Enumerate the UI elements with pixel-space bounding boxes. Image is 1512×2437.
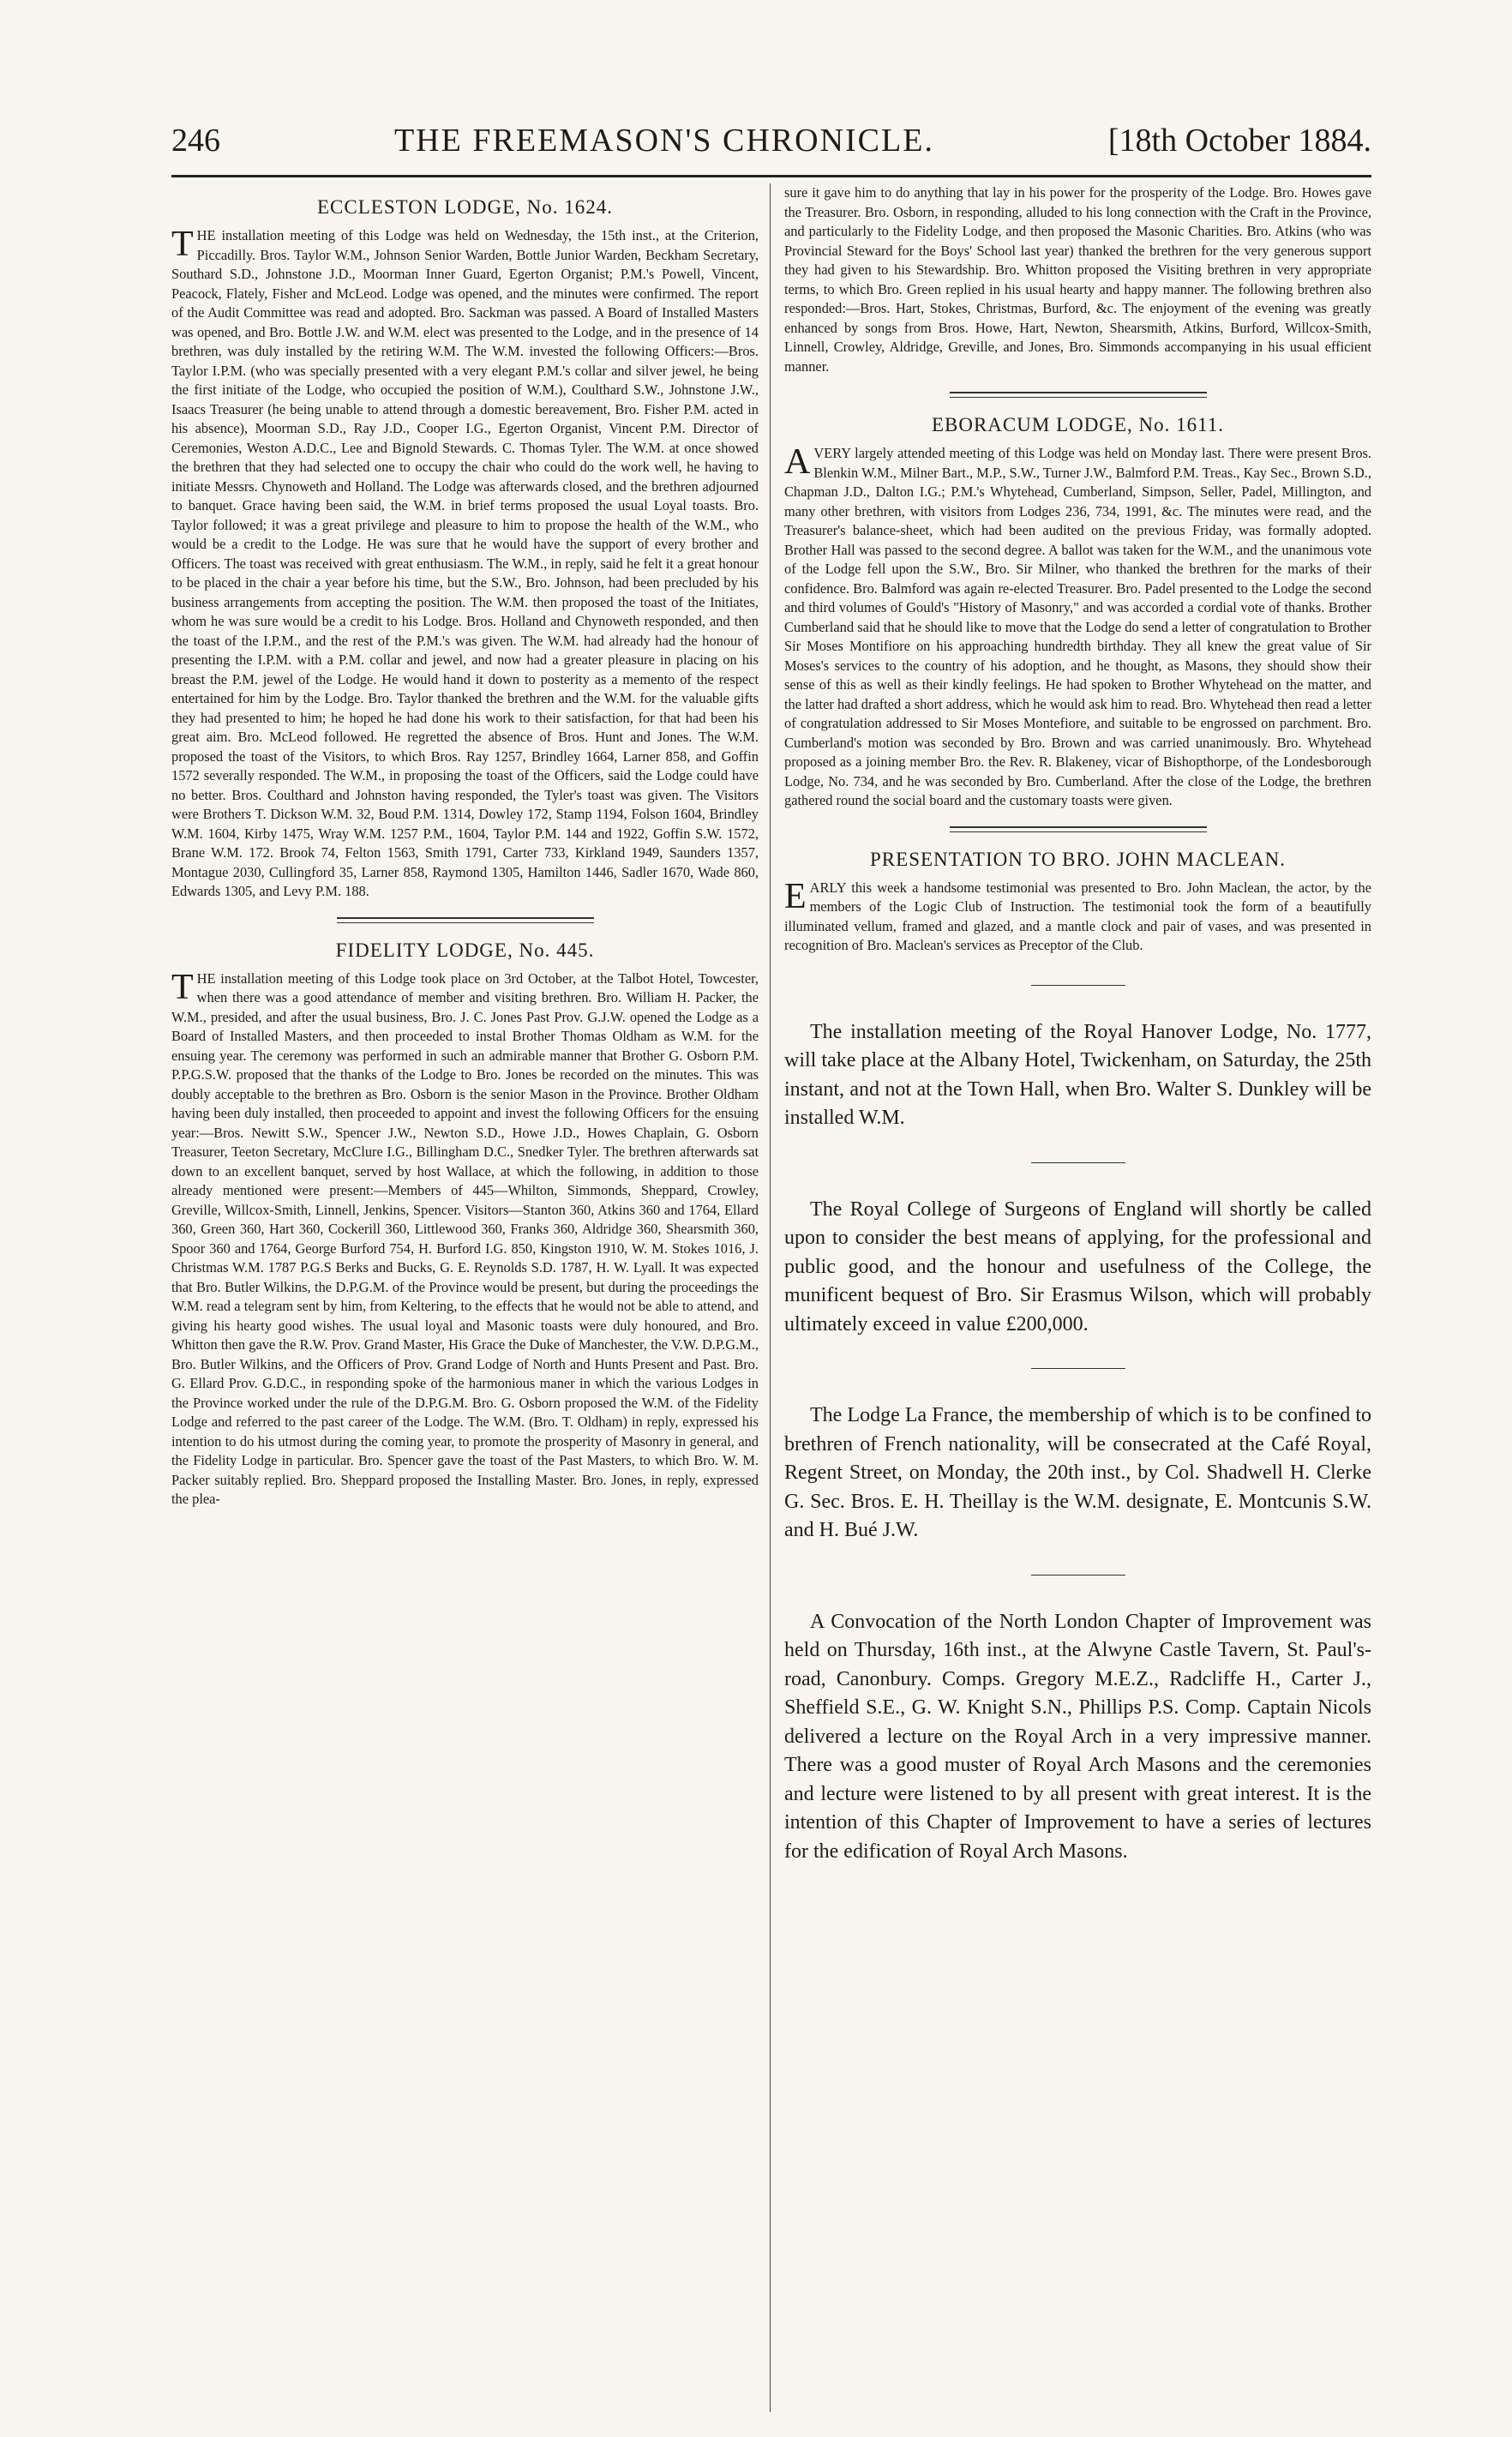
article-separator	[950, 392, 1207, 398]
right-column	[784, 183, 1371, 2412]
fidelity-article: THE installation meeting of this Lodge took place on 3rd October, at the Talbot Hotel, Towcester, when there was a good attendance of member and visiting brethren. Bro. William H. Packer, the W.M., presided, and after the usual business, Bro. J. C. Jones Past Prov. G.J.W. opened the Lodge as a Board of Installed Masters, and then proceeded to instal Brother Thomas Oldham as W.M. for the ensuing year. The ceremony was performed in such an admirable manner that Brother G. Osborn P.M. P.P.G.S.W. proposed that the thanks of the Lodge to Bro. Jones be recorded on the minutes. This was doubly acceptable to the brethren as Bro. Osborn is the senior Mason in the Province. Brother Oldham having been duly installed, then proceeded to appoint and invest the following Officers for the ensuing year:—Bros. Newitt S.W., Spencer J.W., Newton S.D., Howe J.D., Howes Chaplain, G. Osborn Treasurer, Teeton Secretary, McClure I.G., Billingham D.C., Snedker Tyler. The brethren afterwards sat down to an excellent banquet, served by host Wallace, at which the following, in addition to those already mentioned were present:—Members of 445—Whilton, Simmonds, Sheppard, Crowley, Greville, Willcox-Smith, Linnell, Jenkins, Spencer. Visitors—Stanton 360, Atkins 360 and 1764, Ellard 360, Green 360, Hart 360, Cockerill 360, Littlewood 360, Franks 360, Aldridge 360, Shearsmith 360, Spoor 360 and 1764, George Burford 754, H. Burford I.G. 850, Kingston 1910, W. M. Stokes 1016, J. Christmas W.M. 1787 P.G.S Berks and Bucks, G. E. Reynolds S.D. 1787, H. W. Lyall. It was expected that Bro. Butler Wilkins, the D.P.G.M. of the Province would be present, but during the proceedings the W.M. read a telegram sent by him, from Keltering, to the effects that he would not be able to attend, and giving his hearty good wishes. The usual loyal and Masonic toasts were duly honoured, and Bro. Whitton then gave the R.W. Prov. Grand Master, His Grace the Duke of Manchester, the V.W. D.P.G.M., Bro. Butler Wilkins, and the Officers of Prov. Grand Lodge of North and Hunts Present and Past. Bro. G. Ellard Prov. G.D.C., in responding spoke of the harmonious maner in which the various Lodges in the Province worked under the rule of the D.P.G.M. Bro. G. Osborn proposed the W.M. of the Fidelity Lodge and referred to the past career of the Lodge. The W.M. (Bro. T. Oldham) in reply, expressed his intention to do his utmost during the coming year, to promote the prosperity of Masonry in general, and the Fidelity Lodge in particular. Bro. Spencer gave the toast of the Past Masters, to which Bro. W. M. Packer suitably replied. Bro. Sheppard proposed the Installing Master. Bro. Jones, in reply, expressed the plea-	[171, 967, 759, 1507]
column-divider	[770, 183, 771, 2412]
masthead	[171, 122, 1371, 170]
notice-lodge-la-france: The Lodge La France, the membership of which is to be confined to brethren of French nationality, will be consecrated at the Café Royal, Regent Street, on Monday, the 20th inst., by Col. Shadwell H. Clerke G. Sec. Bros. E. H. Theillay is the W.M. designate, E. Montcunis S.W. and H. Bué J.W.	[784, 1404, 1371, 1541]
left-column	[171, 183, 759, 2412]
fidelity-heading: FIDELITY LODGE, No. 445.	[335, 939, 595, 961]
eboracum-heading: EBORACUM LODGE, No. 1611.	[931, 414, 1225, 435]
notice-north-london-chapter: A Convocation of the North London Chapter of Improvement was held on Thursday, 16th inst., at the Alwyne Castle Tavern, St. Paul's-road, Canonbury. Comps. Gregory M.E.Z., Radcliffe H., Carter J., Sheffield S.E., G. W. Knight S.N., Phillips P.S. Comp. Captain Nicols delivered a lecture on the Royal Arch in a very impressive manner. There was a good muster of Royal Arch Masons and the ceremonies and lecture were listened to by all present with great interest. It is the intention of this Chapter of Improvement to have a series of lectures for the edification of Royal Arch Masons.	[784, 1610, 1371, 1863]
article-separator	[337, 917, 594, 923]
notice-separator	[1031, 985, 1125, 989]
notice-separator	[1031, 1162, 1125, 1167]
issue-date: [18th October 1884.	[1107, 123, 1371, 159]
fidelity-article-continued: sure it gave him to do anything that lay in his power for the prosperity of the Lodge. Bro. Howes gave the Treasurer. Bro. Osborn, in responding, alluded to his long connection with the Craft in the Province, and particularly to the Fidelity Lodge, and then proposed the Masonic Charities. Bro. Atkins (who was Provincial Steward for the Boys' School last year) thanked the brethren for the very generous support they had given to his Stewardship. Bro. Whitton proposed the Visiting brethren in very appropriate terms, to which Bro. Green replied in his usual hearty and happy manner. The following brethren also responded:—Bros. Hart, Stokes, Christmas, Burford, &c. The enjoyment of the evening was greatly enhanced by songs from Bros. Howe, Hart, Newton, Shearsmith, Atkins, Burford, Willcox-Smith, Linnell, Crowley, Aldridge, Greville, and Jones, Bro. Simmonds accompanying in his usual efficient manner.	[784, 184, 1371, 375]
header-rule	[171, 175, 1371, 177]
notice-separator	[1031, 1368, 1125, 1372]
publication-title: THE FREEMASON'S CHRONICLE.	[393, 123, 934, 159]
notice-royal-college: The Royal College of Surgeons of England will shortly be called upon to consider the best means of applying, for the professional and public good, and the honour and usefulness of the College, the munificent bequest of Bro. Sir Erasmus Wilson, which will probably ultimately exceed in value £200,000.	[784, 1197, 1371, 1336]
article-separator	[950, 826, 1207, 832]
eboracum-article: AVERY largely attended meeting of this Lodge was held on Monday last. There were present Bros. Blenkin W.M., Milner Bart., M.P., S.W., Turner J.W., Balmford P.M. Treas., Kay Sec., Brown S.D., Chapman J.D., Dalton I.G.; P.M.'s Whytehead, Cumberland, Simpson, Seller, Padel, Millington, and many other brethren, with visitors from Lodges 236, 734, 1991, &c. The minutes were read, and the Treasurer's balance-sheet, which had been audited on the previous Friday, was formally adopted. Brother Hall was passed to the second degree. A ballot was taken for the W.M., and the unanimous vote of the Lodge fell upon the S.W., Bro. Sir Milner, who thanked the brethren for the marks of their confidence. Bro. Balmford was again re-elected Treasurer. Bro. Padel presented to the Lodge the second and third volumes of Gould's "History of Masonry," and was accorded a cordial vote of thanks. Brother Cumberland said that he should like to move that the Lodge do send a letter of congratulation to Brother Sir Moses Montifiore on his approaching hundredth birthday. They all knew the great value of Sir Moses's services to the country of his adoption, and he thought, as Masons, they should show their sense of this as well as their kindly feelings. He had spoken to Brother Whytehead on the matter, and the latter had drafted a short address, which he would ask him to read. Bro. Whytehead then read a letter of congratulation addressed to Sir Moses Montefiore, and suitable to be engrossed on parchment. Bro. Cumberland's motion was seconded by Bro. Brown and was carried unanimously. Bro. Whytehead proposed as a joining member Bro. the Rev. R. Blakeney, vicar of Bishopthorpe, of the Londesborough Lodge, No. 734, and he was seconded by Bro. Cumberland. After the close of the Lodge, the brethren gathered round the social board and the customary toasts were given.	[784, 442, 1371, 808]
presentation-heading: PRESENTATION TO BRO. JOHN MACLEAN.	[870, 848, 1286, 870]
eccleston-article: THE installation meeting of this Lodge was held on Wednesday, the 15th inst., at the Criterion, Piccadilly. Bros. Taylor W.M., Johnson Senior Warden, Bottle Junior Warden, Beckham Secretary, Southard S.D., Johnstone J.D., Moorman Inner Guard, Egerton Organist; P.M.'s Powell, Vincent, Peacock, Flately, Fisher and McLeod. Lodge was opened, and the minutes were confirmed. The report of the Audit Committee was read and adopted. Bro. Sackman was passed. A Board of Installed Masters was opened, and Bro. Bottle J.W. and W.M. elect was presented to the Lodge, and in the presence of 14 brethren, was duly installed by the retiring W.M. The W.M. invested the following Officers:—Bros. Taylor I.P.M. (who was specially presented with a very elegant P.M.'s collar and silver jewel, he being the first initiate of the Lodge, who occupied the position of W.M.), Coulthard S.W., Johnstone J.W., Isaacs Treasurer (he being unable to attend through a domestic bereavement, Bro. Fisher P.M. acted in his absence), Moorman S.D., Ray J.D., Cooper I.G., Egerton Organist, Vincent P.M. Director of Ceremonies, Weston A.D.C., Lee and Bignold Stewards. C. Thomas Tyler. The W.M. at once showed the brethren that they had selected one to occupy the chair who could do the work well, he having to initiate Messrs. Chynoweth and Holland. The Lodge was afterwards closed, and the brethren adjourned to banquet. Grace having been said, the W.M. in brief terms proposed the usual Loyal toasts. Bro. Taylor followed; it was a great privilege and pleasure to him to propose the health of the W.M., who would be a credit to the Lodge. He was sure that he would have the support of every brother and Officers. The toast was received with great enthusiasm. The W.M., in reply, said he felt it a great honour to be placed in the chair a year before his time, but the S.W., Bro. Johnson, had been precluded by his business arrangements from accepting the position. The W.M. then proposed the toast of the Initiates, whom he was sure would be a credit to his Lodge. Bros. Holland and Chynoweth responded, and then the toast of the I.P.M., and the rest of the P.M.'s was given. The W.M. had already had the honour of presenting the I.P.M. with a P.M. collar and jewel, and now had a greater pleasure in placing on his breast the P.M. jewel of the Lodge. He would hand it down to posterity as a memento of the respect entertained for him by the Lodge. Bro. Taylor thanked the brethren and the W.M. for the valuable gifts they had presented to him; he hoped he had done his work to their satisfaction, for that had been his great aim. Bro. McLeod followed. He regretted the absence of Bros. Hunt and Jones. The W.M. proposed the toast of the Visitors, to which Bros. Ray 1257, Brindley 1664, Larner 858, and Goffin 1572 severally responded. The W.M., in proposing the toast of the Officers, said the Lodge could have no better. Bros. Coulthard and Johnston having responded, the Tyler's toast was given. The Visitors were Brothers T. Dickson W.M. 32, Boud P.M. 1314, Dowley 172, Stamp 1194, Folson 1604, Brindley W.M. 1604, Kirby 1475, Wray W.M. 1257 P.M., 1604, Taylor P.M. 144 and 1922, Goffin S.W. 1572, Brane W.M. 172. Brook 74, Felton 1563, Smith 1791, Carter 733, Kirkland 1949, Saunders 1357, Montague 2030, Cullingford 35, Larner 858, Raymond 1305, Hamilton 1446, Sadler 1670, Wade 860, Edwards 1305, and Levy P.M. 188.	[171, 225, 759, 899]
notice-separator	[1031, 1575, 1125, 1579]
eccleston-heading: ECCLESTON LODGE, No. 1624.	[316, 196, 613, 218]
notice-royal-hanover: The installation meeting of the Royal Hanover Lodge, No. 1777, will take place at the Albany Hotel, Twickenham, on Saturday, the 25th instant, and not at the Town Hall, when Bro. Walter S. Dunkley will be installed W.M.	[784, 1020, 1371, 1129]
presentation-article: EARLY this week a handsome testimonial was presented to Bro. John Maclean, the actor, by the members of the Logic Club of Instruction. The testimonial took the form of a beautifully illuminated vellum, framed and glazed, and a mantle clock and pair of vases, and was presented in recognition of Bro. Maclean's services as Preceptor of the Club.	[784, 876, 1371, 953]
page-number: 246	[171, 123, 220, 159]
